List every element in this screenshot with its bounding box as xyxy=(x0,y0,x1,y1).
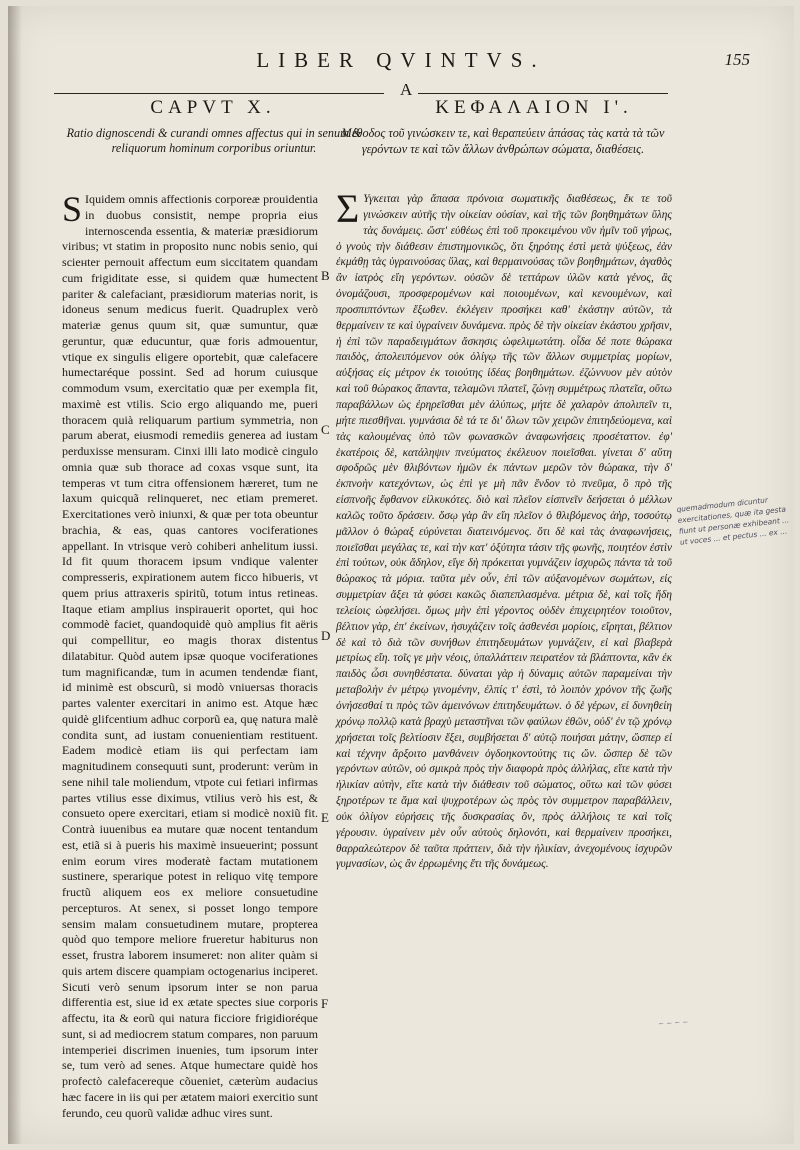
margin-letter-e: E xyxy=(321,810,329,825)
book-page xyxy=(8,6,794,1144)
latin-body-text: Iquidem omnis affectionis corporeæ prouidentia in duobus consistit, nempe propria eius internoscenda essentia, & materiæ præsidiorum viribus; vt statim in proposito nunc nobis senio, qui sciенter pernouit affectum eum siccitatem quandam cum frigiditate esse, si quidem quæ humectent pariter & calefaciant, præsidiorum materias norit, is idoneus senum medicus fuerit. Quadruplex verò materiæ genus quum sit, quæ sumuntur, quæ geruntur, quæ educuntur, quæ foris admouentur, vtique ex singulis eligere oportebit, quæ calefacere humectaréque possint. Sed ad horum cuiusque commodum vsum, exercitatio quæ per exempla fit, maximè est vtilis. Scio ergo aliquando me, pueri thoracem quià reliquarum partium symmetria, non parum aberat, eiusmodi remediis generea ad iustam perduxisse mensuram. Cinxi illi lato modicè cingulo omnia quæ sub thorace ad coxas vsque sunt, ita temperas vt tum citra offensionem hæreret, tum ne laxum quicquã relinqueret, nec etiam premeret. Exercitationes verò iniunxi, & quæ per tota obeuntur brachia, & eas, quas cantores vociferationes appellant. In vtrisque verò cohiberi anhelitum iussi. Id fit quum thoracem ipsum vndique valenter compresseris, expirationem autem ficco hibueris, vt quem prius attraxeris spiritũ, totum intus retineas. Itaque etiam amplius inspirauerit oportet, qui hoc commodè faciet, quandoquidè quò amplius fit aëris qui compellitur, eo magis thorax distentus dilatabitur. Quòd autem ipsæ quoque vociferationes tum magnificandæ, tum in acumen tendendæ fiant, id minimè est obscurũ, si modò vniuersas thoracis partes valenter exercitari in animo est. Atque hæc quidè glifcentium adhuc corporũ ea, quę natura malè condita sunt, ad iustam conuenientiam restituent. Eadem modicè etiam iis qui perfectam iam magnitudinem consequuti sunt, proderunt: verùm in sene nihil tale moliendum, vtpote cui fetiari infirmas partes vtilius esse diximus, vtilius verò his est, & consueto opere exercitari, etiam si modicè noxiũ fit. Contrà iuuenibus ea mutare quæ nocent tentandum est, etiã si à pueris his maximè insueuerint; possunt enim eorum vires moderatè factam mutationem sustinere, sperarique potest in reliquo vitę tempore fructũ aliquem eos ex meliore consuetudine percepturos. At senex, si posset longo tempore sensim malam consuetudinem mutare, propterea quòd quo tempore meliore frueretur habiturus non esset, frustra laborem insumeret: non aliter quàm si quis artem discere quampiam octogenarius inciperet. Sicuti verò senum ipsorum inter se non parua differentia est, siue id ex ætate spectes siue corporis affectu, ita & eorũ qui natura ficciore frigidioréque sunt, si ad mediocrem statum compares, non paruum intemperiei discrimen inuenies, tum ipsorum inter se, tum verò ad senes. Atque humectare quidè hos profectò calefacereque cõueniet, cæterùm audacius hæc facere in iis qui per ætatem maiori exercitio sunt ferundo, ceu quorũ validæ adhuc vires sunt. xyxy=(62,192,318,1120)
margin-letter-b: B xyxy=(321,268,330,283)
greek-chapter-subtitle: Μέθοδος τοῦ γινώσκειν τε, καὶ θεραπεύειν ἁπάσας τὰς κατὰ τὰ τῶν γερόντων τε καὶ τῶν ἄλλων ἀνθρώπων σώματα, διαθέσεις. xyxy=(341,126,665,156)
latin-chapter-subtitle: Ratio dignoscendi & curandi omnes affectus qui in senum & reliquorum hominum corporibus oriuntur. xyxy=(66,126,362,155)
margin-letter-d: D xyxy=(321,628,331,643)
handwritten-margin-note: quemadmodum dicuntur exercitationes, quæ ita gesta fiunt ut personæ exhibeant ... ut voces ... et pectus ... ex ... xyxy=(676,495,790,547)
greek-initial-letter: Σ xyxy=(336,186,360,231)
greek-chapter-heading: ΚΕΦΑΛΑΙΟΝ Ι'. xyxy=(435,97,633,118)
greek-body-text: Υγκειται γὰρ ἅπασα πρόνοια σωματικῆς διαθέσεως, ἔκ τε τοῦ γινώσκειν αὐτῆς τὴν οἰκείαν οὐσίαν, καὶ τῆς τῶν βοηθημάτων ὕλης τὰς δυνάμεις. ὥστ' εὐθέως ἐπὶ τοῦ προκειμένου νῦν ἡμῖν τοῦ γήρως, ὁ γνοὺς τὴν διάθεσιν ἐπιστημονικῶς, ὅτι ξηρότης ἐστὶ μετὰ ψύξεως, ἐὰν ἐκμάθῃ τὰς ὑγραινούσας ὕλας, καὶ θερμαινούσας τῶν βοηθημάτων, ἀγαθὸς ἂν ἰατρὸς εἴη γερόντων. οὐσῶν δὲ τεττάρων ὑλῶν κατὰ γένος, ἃς ὀνομάζουσι, προσφερομένων καὶ ποιουμένων, καὶ κενουμένων, καὶ προσπιπτόντων ἔξωθεν. ἐκλέγειν προσήκει καθ' ἑκάστην αὐτῶν, τὰ θερμαίνειν τε καὶ ὑγραίνειν δυνάμενα. πρὸς δὲ τὴν οἰκείαν ἑκάστου χρῆσιν, ἡ ἐπὶ τῶν παραδειγμάτων ἄσκησις ὠφελιμωτάτη. οἶδα δέ ποτε θώρακα παιδὸς, ἀπολειπόμενον οὐκ ὀλίγῳ τῆς τῶν ἄλλων συμμετρίας μορίων, αὐξήσας εἰς μέτρον ἐκ τοιούτης ἰδέας βοηθημάτων. ἐζώννυον μὲν αὐτὸν καὶ τοῦ θώρακος ἅπαντα, τελαμῶνι πλατεῖ, ζώνῃ συμμέτρως πλατεῖα, οὕτω παραβάλλων ὡς ἐρηρεῖσθαι μὲν ἀλύπως, μήτε δὲ χαλαρὸν ἀπολιπεῖν τι, μήτε πιεσθῆναι. γυμνάσια δὲ τά τε δι' ὅλων τῶν χειρῶν ἐπιτηδεύομενα, καὶ τὰς καλουμένας ὑπὸ τῶν φωνασκῶν ἀναφωνήσεις προσέταττον. ἐφ' ἑκατέροις δὲ, κατάληψιν πνεύματος ἐκέλευον ποιεῖσθαι. γίνεται δ' αὕτη σφοδρῶς μὲν θλιβόντων ἡμῶν ἐκ πάντων μερῶν τὸν θώρακα, τὴν δ' ἐκπνοὴν κατεχόντων, ὡς ἐπὶ γε μὴ πᾶν ἔνδον τὸ πνεῦμα, ὃ πρὸ τῆς εἰσπνοῆς ἔφθανον εἱλκυκότες. διὸ καὶ πλεῖον εἰσπνεῖν δεήσεται ὁ μέλλων καλῶς τοῦτο δράσειν. ὅσῳ γὰρ ἂν εἴη πλεῖον ὁ θλιβόμενος ἀὴρ, τοσούτῳ μᾶλλον ὁ θώραξ εὐρύνεται διατεινόμενος. ὅτι δὲ καὶ τὰς ἀναφωνήσεις, ποιεῖσθαι μεγάλας τε, καὶ τὴν κατ' ὀξύτητα τάσιν τῆς φωνῆς, ποιητέον ἐστὶν ἐπὶ τούτων, οὐκ ἄδηλον, εἴγε δὴ πρόκειται γυμνάζειν ἰσχυρῶς πάντα τὰ τοῦ θώρακος τὰ μόρια. ταῦτα μὲν οὖν, ἐπὶ τῶν αὐξανομένων σωμάτων, εἰς συμμετρίαν ἄξει τὰ φύσει κακῶς διαπεπλασμένα. μέτρια δὲ, καὶ τοῖς ἤδη τελείοις ὠφελήσει. ὅμως μὴν ἐπὶ γέροντος οὐδὲν ἐπιχειρητέον τοιοῦτον, βέλτιον γὰρ, ἐπ' ἐκείνων, ἡσυχάζειν τοῖς ἀσθενέσι μορίοις, εἴρηται, βέλτιον δὲ καὶ τὸ διὰ τῶν συνήθων ἐπιτηδευμάτων γυμνάζειν, εἰ καὶ βλαβερὰ μετρίως εἴη. τοῖς γε μὴν νέοις, ὑπαλλάττειν πειρατέον τὰ βλάπτοντα, κἂν ἐκ παιδὸς ὦσι συνηθέστατα. δύναται γὰρ ἡ δύναμις αὐτῶν παραμείναι τὴν μεταβολὴν ἐν μέτρῳ γινομένην, ἐλπίς τ' ἐστὶ, τὸ λοιπὸν χρόνον τῆς ζωῆς ὀνήσεσθαί τι πρὸς τῶν ἀμεινόνων ἐπιτηδευμάτων. ὁ δὲ γέρων, εἰ δυνηθείη χρόνῳ πολλῷ κατὰ βραχὺ μεταστῆναι τῶν φαύλων ἐθῶν, οὐδ' ἐν τῷ χρόνῳ χρήσεται τοῖς βελτίοσιν ἕξει, συμβήσεται δ' αὐτῷ ποιήσαι μάτην, ὥσπερ εἰ καὶ τέχνην ἄρξοιτο μανθάνειν ὀγδοηκοντούτης τις ὤν. ὥσπερ δὲ τῶν γερόντων αὐτῶν, οὐ σμικρὰ πρὸς τὴν διαφορὰ πρὸς ἀλλήλας, εἴτε κατὰ τὴν ἡλικίαν αὐτὴν, εἴτε κατὰ τὴν διάθεσιν τοῦ σώματος, οὕτω καὶ τῶν φύσει ξηροτέρων τε ἅμα καὶ ψυχροτέρων ὡς πρὸς τὸν συμμετρον παραβάλλειν, οὐκ ὀλίγον εὑρήσεις τῆς δυσκρασίας ὂν, πρὸς ἀλλήλοις τε καὶ τοῖς γέρουσιν. ὑγραίνειν μὲν οὖν αὐτοὺς δηλονότι, καὶ θερμαίνειν προσήκει, θαρραλεώτερον δὲ ταῦτα πράττειν, διὰ τὴν ἡλικίαν, ἀνεχομένους ἰσχυρῶν γυμνασίων, ὡς ἂν ἐρρωμένης ἔτι τῆς δυνάμεως. xyxy=(336,193,672,871)
greek-column xyxy=(336,186,672,873)
latin-chapter-heading: CAPVT X. xyxy=(150,97,276,118)
signature-letter: A xyxy=(400,80,413,99)
latin-column xyxy=(62,189,318,1121)
page-number: 155 xyxy=(724,50,750,69)
gutter-shadow xyxy=(8,6,22,1144)
header-rule-left xyxy=(54,93,384,94)
margin-letter-c: C xyxy=(321,422,330,437)
running-head: LIBER QVINTVS. xyxy=(256,48,546,72)
header-rule-right xyxy=(418,93,668,94)
margin-scribble: ~ ~ ~ ~ xyxy=(657,1018,689,1029)
margin-letter-f: F xyxy=(321,996,329,1011)
latin-initial-letter: S xyxy=(62,189,83,229)
